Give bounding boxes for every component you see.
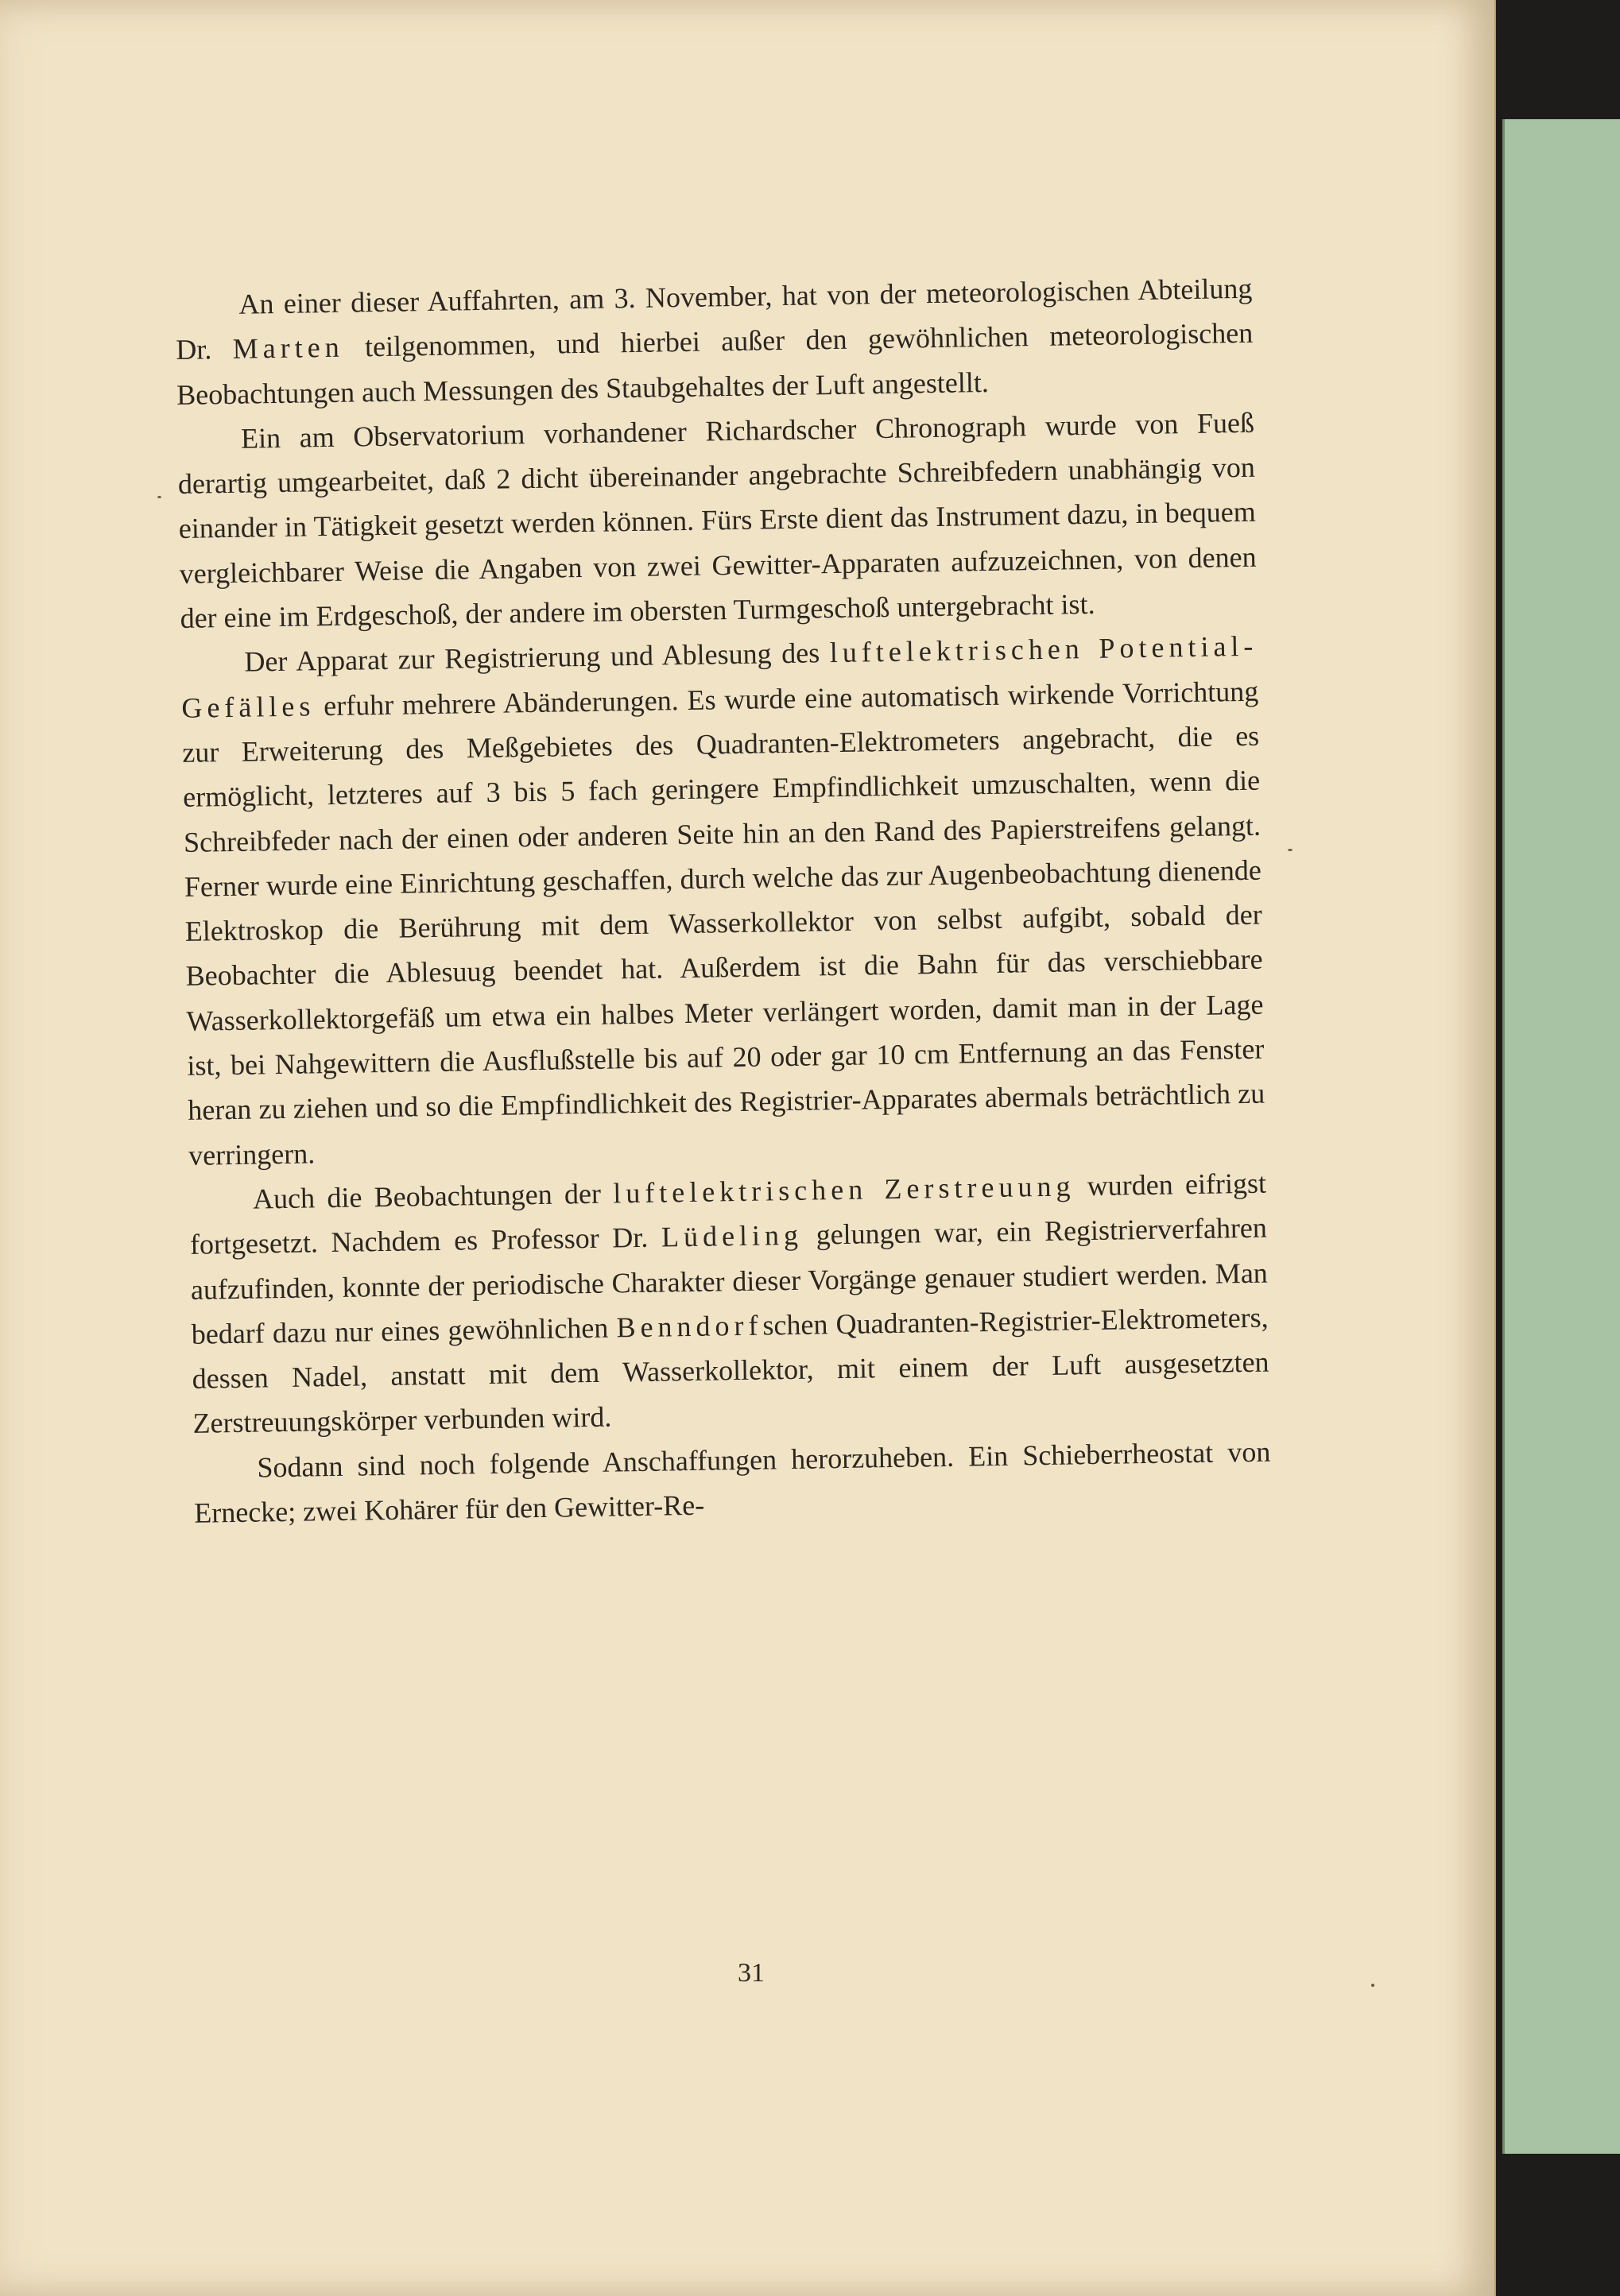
person-name-marten: Marten	[232, 331, 345, 366]
person-name-benndorf: Benndorf	[616, 1309, 763, 1344]
person-name-luedeling: Lüdeling	[661, 1218, 804, 1253]
text-run: Der Apparat zur Registrierung und Ablesung des	[244, 637, 831, 679]
text-run: Auch die Beobachtungen der	[252, 1177, 614, 1215]
text-run: schen Quadranten-Registrier-Elektrometers, dessen Nadel, anstatt mit dem Wasserkollektor, mit einem der Luft ausgesetzten Zerstreuungskörper verbunden wird.	[192, 1301, 1269, 1440]
text-run: wurden eifrigst fortgesetzt. Nachdem es Professor Dr.	[189, 1167, 1267, 1261]
paragraph-4	[189, 1161, 1270, 1446]
text-run: teilgenommen, und hierbei außer den gewöhnlichen meteorologischen Beobachtungen auch Messungen des Staubgehaltes der Luft angestellt.	[176, 317, 1254, 411]
paper-speck	[1288, 849, 1293, 851]
paragraph-1	[175, 266, 1254, 417]
page-number: 31	[738, 1958, 765, 1988]
paper-speck	[157, 496, 161, 498]
text-run: erfuhr mehrere Abänderungen. Es wurde eine automatisch wirkende Vorrichtung zur Erweiterung des Meßgebietes des Quadranten-Elektrometers angebracht, die es ermöglicht, letzteres auf 3 bis 5 fach geringere Empfindlichkeit umzuschalten, wenn die Schreibfeder nach der einen oder anderen Seite hin an den Rand des Papierstreifens gelangt. Ferner wurde eine Einrichtung geschaffen, durch welche das zur Augenbeobachtung dienende Elektroskop die Berührung mit dem Wasserkollektor von selbst aufgibt, sobald der Beobachter die Ablesuug beendet hat. Außerdem ist die Bahn für das verschiebbare Wasserkollektorgefäß um etwa ein halbes Meter verlängert worden, damit man in der Lage ist, bei Nahgewittern die Ausflußstelle bis auf 20 oder gar 10 cm Entfernung an das Fenster heran zu ziehen und so die Empfindlichkeit des Registrier-Apparates abermals beträchtlich zu verringern.	[181, 675, 1265, 1171]
term-zerstreuung: luftelektrischen Zerstreuung	[612, 1170, 1075, 1210]
text-run: An einer dieser Auffahrten, am 3. November, hat von der meteorologischen Abteilung Dr.	[176, 272, 1253, 366]
text-run: Sodann sind noch folgende Anschaffungen herorzuheben. Ein Schieberrheostat von Ernecke; zwei Kohärer für den Gewitter-Re-	[194, 1435, 1271, 1529]
text-run: Ein am Observatorium vorhandener Richardscher Chronograph wurde von Fueß derartig umgearbeitet, daß 2 dicht übereinander angebrachte Schreibfedern unabhängig von einander in Tätigkeit gesetzt werden können. Fürs Erste dient das Instrument dazu, in bequem vergleichbarer Weise die Angaben von zwei Gewitter-Apparaten aufzuzeichnen, von denen der eine im Erdgeschoß, der andere im obersten Turmgeschoß untergebracht ist.	[177, 406, 1257, 635]
body-text	[175, 266, 1272, 1535]
term-potential-gefaelle: luftelektrischen Potential-Gefälles	[181, 630, 1258, 724]
paper-speck	[1371, 1984, 1374, 1987]
paragraph-5	[193, 1429, 1272, 1535]
paragraph-3	[180, 624, 1265, 1178]
paragraph-2	[177, 401, 1258, 641]
text-run: gelungen war, ein Registrierverfahren aufzufinden, konnte der periodische Charakter dieser Vorgänge genauer studiert werden. Man bedarf dazu nur eines gewöhnlichen	[190, 1211, 1269, 1350]
cover-board-green	[1502, 119, 1620, 2154]
